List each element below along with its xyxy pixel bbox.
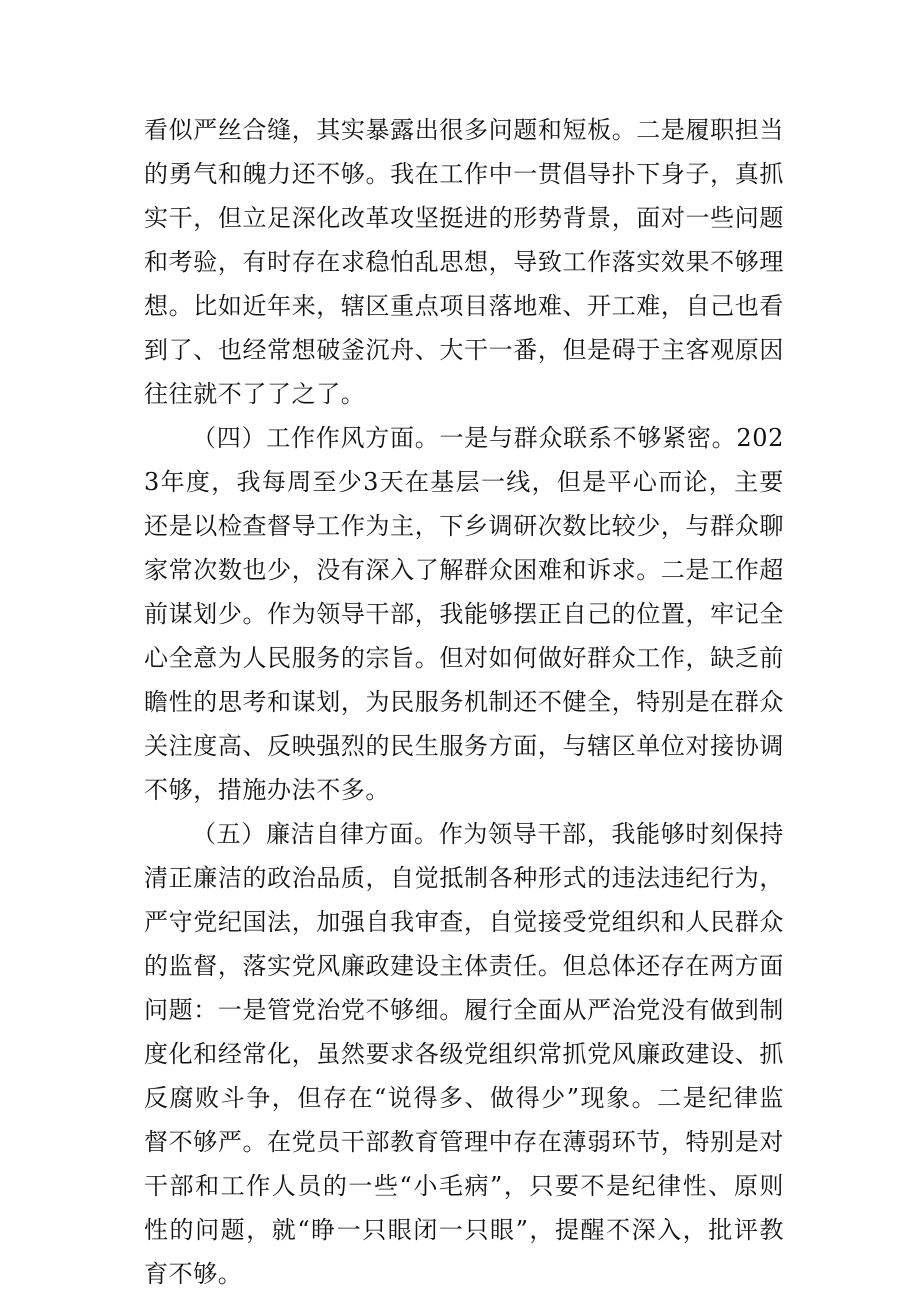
paragraph-section-5-integrity: （五）廉洁自律方面。作为领导干部，我能够时刻保持清正廉洁的政治品质，自觉抵制各种形式的违法违纪行为，严守党纪国法，加强自我审查，自觉接受党组织和人民群众的监督，落实党风廉政建设主体责任。但总体还存在两方面问题：一是管党治党不够细。履行全面从严治党没有做到制度化和经常化，虽然要求各级党组织常抓党风廉政建设、抓反腐败斗争，但存在“说得多、做得少”现象。二是纪律监督不够严。在党员干部教育管理中存在薄弱环节，特别是对干部和工作人员的一些“小毛病”，只要不是纪律性、原则性的问题，就“睁一只眼闭一只眼”，提醒不深入，批评教育不够。 (144, 820, 784, 1288)
paragraph-section-4-work-style: （四）工作作风方面。一是与群众联系不够紧密。2023年度，我每周至少3天在基层一线，但是平心而论，主要还是以检查督导工作为主，下乡调研次数比较少，与群众聊家常次数也少，没有深入了解群众困难和诉求。二是工作超前谋划少。作为领导干部，我能够摆正自己的位置，牢记全心全意为人民服务的宗旨。但对如何做好群众工作，缺乏前瞻性的思考和谋划，为民服务机制还不健全，特别是在群众关注度高、反映强烈的民生服务方面，与辖区单位对接协调不够，措施办法不多。 (144, 424, 784, 804)
paragraph-continuation: 看似严丝合缝，其实暴露出很多问题和短板。二是履职担当的勇气和魄力还不够。我在工作中一贯倡导扑下身子，真抓实干，但立足深化改革攻坚挺进的形势背景，面对一些问题和考验，有时存在求稳怕乱思想，导致工作落实效果不够理想。比如近年来，辖区重点项目落地难、开工难，自己也看到了、也经常想破釜沉舟、大干一番，但是碍于主客观原因往往就不了了之了。 (144, 116, 784, 408)
document-body (144, 108, 784, 1296)
